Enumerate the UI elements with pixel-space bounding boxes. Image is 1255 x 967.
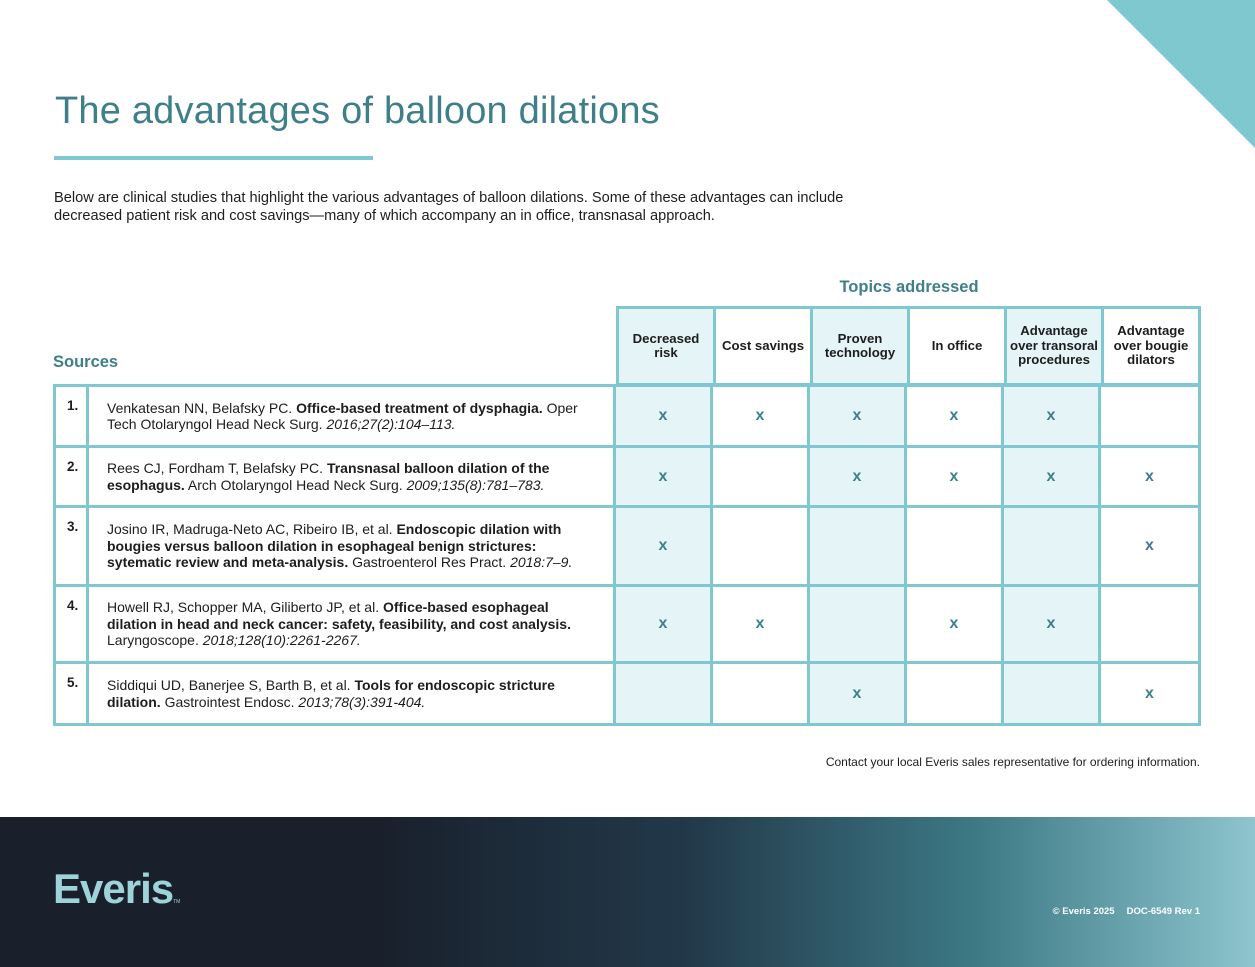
mark-cell (907, 664, 1004, 723)
citation-reference: 2018;128(10):2261-2267. (202, 632, 361, 649)
citation-authors: Josino IR, Madruga-Neto AC, Ribeiro IB, et al. (107, 521, 393, 538)
citation-title: Tools for endoscopic stricture dilation. (107, 677, 555, 710)
source-citation (89, 387, 616, 445)
mark-cell: x (616, 448, 713, 505)
topics-addressed-label: Topics addressed (839, 278, 979, 296)
footer-bar (0, 817, 1255, 967)
citation-journal: Oper Tech Otolaryngol Head Neck Surg. (107, 399, 578, 432)
mark-cell: x (1004, 448, 1101, 505)
source-citation (89, 587, 616, 661)
mark-cell (616, 664, 713, 723)
mark-cell (1101, 587, 1198, 661)
logo-text: Everis (53, 865, 174, 912)
column-header-cost-savings: Cost savings (716, 309, 813, 383)
mark-cell (1004, 664, 1101, 723)
row-number: 5. (56, 664, 89, 723)
mark-cell (713, 448, 810, 505)
mark-cell: x (810, 448, 907, 505)
table-row (56, 505, 1198, 584)
logo-trademark: TM (173, 899, 181, 905)
citation-title: Office-based treatment of dysphagia. (296, 399, 543, 416)
page-title: The advantages of balloon dilations (55, 90, 660, 132)
mark-cell: x (1004, 387, 1101, 445)
mark-cell: x (616, 387, 713, 445)
table-row (56, 445, 1198, 505)
mark-cell (810, 587, 907, 661)
copyright-text: © Everis 2025 (1052, 906, 1115, 917)
topics-header-row (616, 306, 1201, 386)
document-id: DOC-6549 Rev 1 (1126, 906, 1200, 917)
column-header-bougie: Advantage over bougie dilators (1113, 323, 1189, 368)
source-citation (89, 664, 616, 723)
citation-journal: Arch Otolaryngol Head Neck Surg. (187, 476, 403, 493)
citation-reference: 2009;135(8):781–783. (406, 476, 545, 493)
row-number: 2. (56, 448, 89, 505)
everis-logo (53, 865, 180, 913)
mark-cell: x (713, 587, 810, 661)
source-citation (89, 448, 616, 505)
citation-reference: 2016;27(2):104–113. (326, 416, 456, 432)
mark-cell (810, 508, 907, 584)
column-header-in-office: In office (910, 309, 1007, 383)
column-header-transoral: Advantage over transoral procedures (1007, 309, 1104, 383)
row-number: 4. (56, 587, 89, 661)
citation-title: Transnasal balloon dilation of the esophagus. (107, 460, 550, 493)
mark-cell (713, 664, 810, 723)
mark-cell: x (810, 664, 907, 723)
citation-journal: Gastrointest Endosc. (164, 693, 295, 710)
mark-cell: x (907, 387, 1004, 445)
citation-authors: Rees CJ, Fordham T, Belafsky PC. (107, 460, 324, 476)
mark-cell: x (1145, 537, 1154, 554)
row-number: 1. (56, 387, 89, 445)
mark-cell (1101, 387, 1198, 445)
citation-reference: 2013;78(3):391-404. (298, 693, 426, 710)
citation-title: Office-based esophageal dilation in head and neck cancer: safety, feasibility, and cost analysis. (107, 599, 571, 632)
citation-journal: Laryngoscope. (107, 632, 199, 649)
citation-authors: Howell RJ, Schopper MA, Giliberto JP, et al. (107, 599, 380, 616)
mark-cell: x (616, 508, 713, 584)
citation-authors: Venkatesan NN, Belafsky PC. (107, 399, 293, 416)
sources-label: Sources (53, 353, 119, 371)
title-underline (54, 156, 373, 160)
mark-cell: x (907, 448, 1004, 505)
citation-authors: Siddiqui UD, Banerjee S, Barth B, et al. (107, 677, 351, 693)
table-row (56, 661, 1198, 723)
citation-journal: Gastroenterol Res Pract. (352, 554, 507, 571)
mark-cell: x (1145, 467, 1154, 485)
mark-cell: x (810, 387, 907, 445)
table-row (56, 584, 1198, 661)
row-number: 3. (56, 508, 89, 584)
column-header-decreased-risk: Decreased risk (619, 309, 716, 383)
mark-cell (1004, 508, 1101, 584)
citation-reference: 2018:7–9. (510, 554, 573, 571)
footer-meta (1041, 906, 1200, 917)
table-row (56, 384, 1198, 445)
column-header-proven-technology: Proven technology (813, 309, 910, 383)
source-citation (89, 508, 616, 584)
intro-paragraph: Below are clinical studies that highlight the various advantages of balloon dilations. Some of these advantages can include decreased patient risk and cost savings—many of which accompany an in office, transnasal approach. (54, 190, 844, 224)
corner-triangle-decoration (1107, 0, 1255, 148)
sources-table (53, 384, 1201, 726)
mark-cell: x (1145, 684, 1154, 702)
mark-cell: x (713, 387, 810, 445)
mark-cell (907, 508, 1004, 584)
mark-cell: x (907, 587, 1004, 661)
mark-cell (713, 508, 810, 584)
contact-note: Contact your local Everis sales representative for ordering information. (825, 755, 1200, 769)
mark-cell: x (1004, 587, 1101, 661)
citation-title: Endoscopic dilation with bougies versus balloon dilation in esophageal benign strictures: sytematic review and meta-analysis. (107, 521, 562, 571)
mark-cell: x (616, 587, 713, 661)
